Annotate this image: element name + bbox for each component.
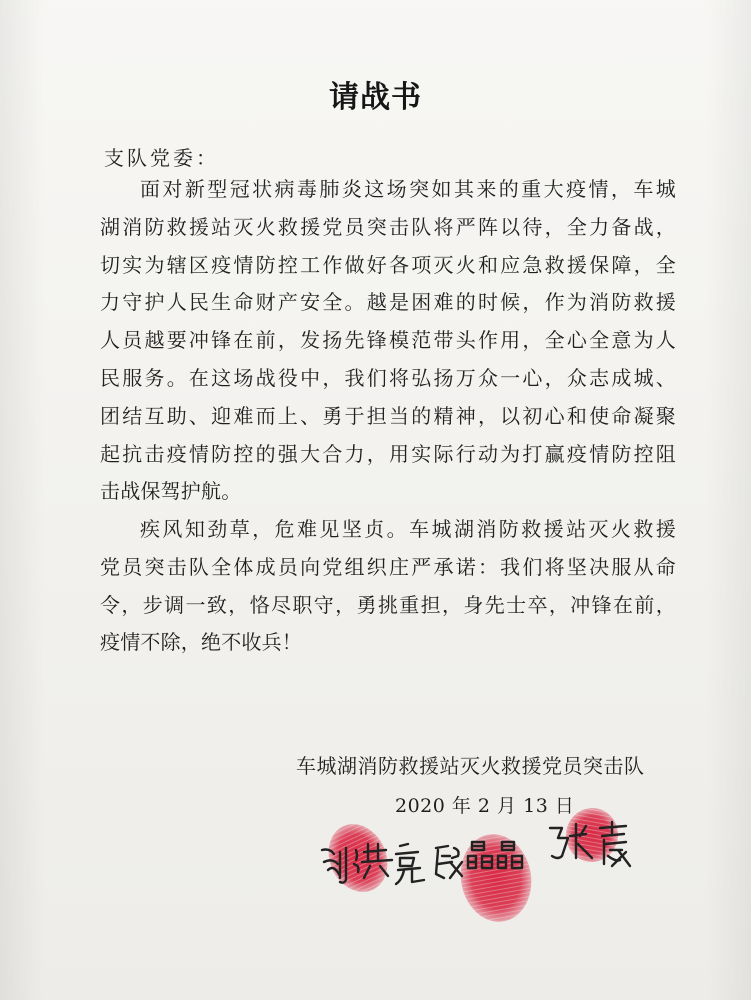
signature-date: 2020 年 2 月 13 日 [395, 795, 575, 817]
paragraph-1-line: 面对新型冠状病毒肺炎这场突如其来的重大疫情，车城 [140, 177, 676, 201]
organization-signature: 车城湖消防救援站灭火救援党员突击队 [296, 754, 645, 778]
paragraph-2-line: 令，步调一致，恪尽职守，勇挑重担，身先士卒，冲锋在前， [100, 592, 676, 617]
paragraph-1-line: 湖消防救援站灭火救援党员突击队将严阵以待，全力备战， [100, 214, 676, 239]
fingerprint-1 [318, 814, 398, 901]
paragraph-1-line: 人员越要冲锋在前，发扬先锋模范带头作用，全心全意为人 [100, 328, 676, 353]
salutation: 支队党委： [104, 146, 219, 170]
paragraph-1-line: 切实为辖区疫情防控工作做好各项灭火和应急救援保障，全 [100, 252, 676, 277]
paragraph-1-line: 力守护人民生命财产安全。越是困难的时候，作为消防救援 [100, 290, 676, 315]
paragraph-2-line: 疫情不除，绝不收兵！ [100, 630, 302, 655]
paragraph-1-line: 击战保驾护航。 [100, 479, 242, 504]
signatures-svg [300, 800, 660, 950]
fingerprint-2 [454, 829, 538, 928]
paragraph-2-line: 疾风知劲草，危难见坚贞。车城湖消防救援站灭火救援 [140, 517, 676, 541]
paragraph-2 [100, 511, 676, 662]
paragraph-1 [100, 171, 676, 511]
paragraph-1-line: 起抗击疫情防控的强大合力，用实际行动为打赢疫情防控阻 [100, 441, 676, 466]
signature-block [300, 800, 660, 950]
paragraph-2-line: 党员突击队全体成员向党组织庄严承诺：我们将坚决服从命 [100, 554, 676, 579]
paragraph-1-line: 民服务。在这场战役中，我们将弘扬万众一心，众志成城、 [100, 365, 676, 390]
paragraph-1-line: 团结互助、迎难而上、勇于担当的精神，以初心和使命凝聚 [100, 403, 676, 428]
document-title: 请战书 [329, 80, 422, 115]
